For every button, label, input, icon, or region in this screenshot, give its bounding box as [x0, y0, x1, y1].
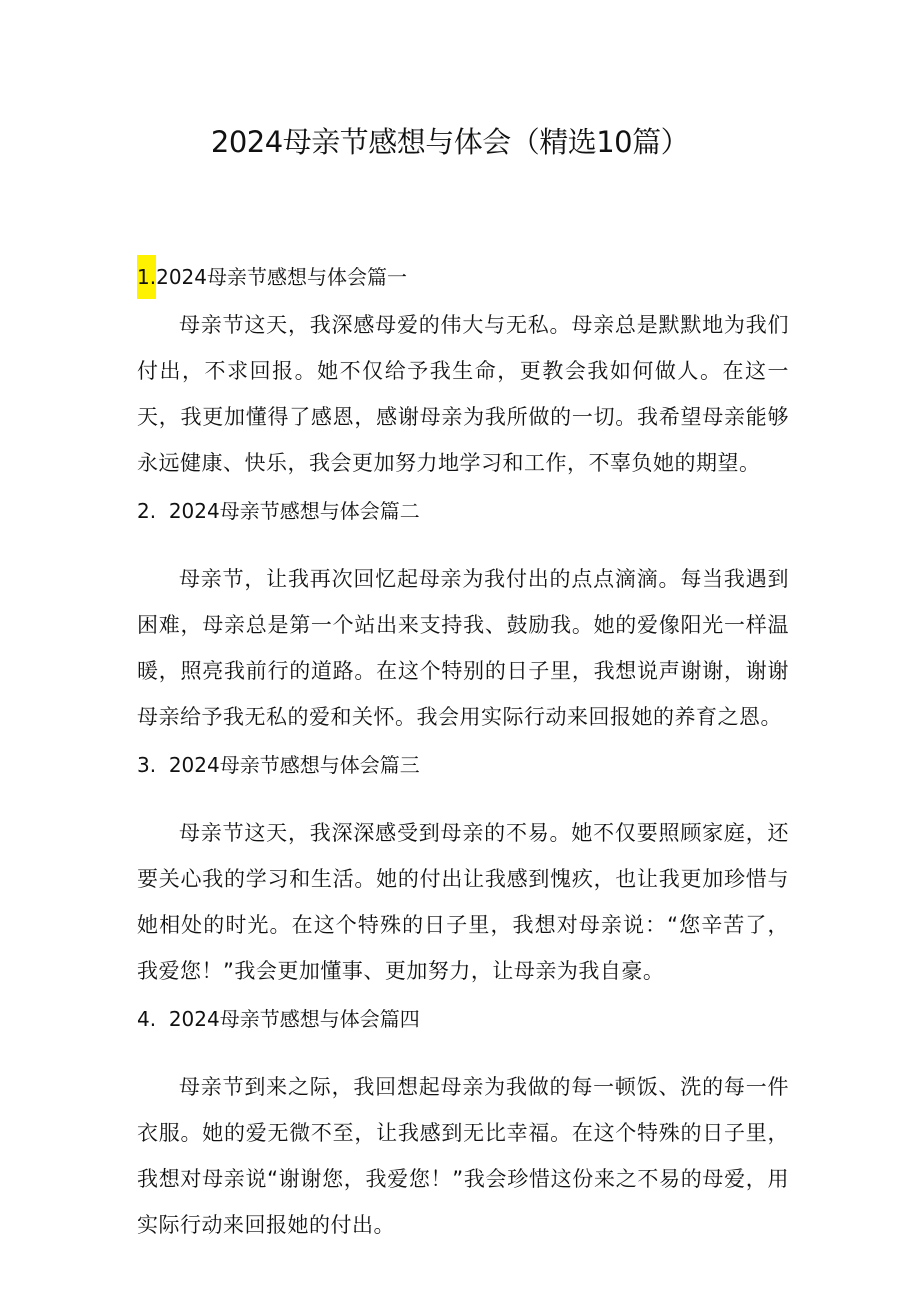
section-paragraph: 母亲节，让我再次回忆起母亲为我付出的点点滴滴。每当我遇到困难，母亲总是第一个站出来支持我、鼓励我。她的爱像阳光一样温暖，照亮我前行的道路。在这个特别的日子里，我想说声谢谢，谢谢母亲给予我无私的爱和关怀。我会用实际行动来回报她的养育之恩。: [137, 567, 789, 729]
section-paragraph: 母亲节这天，我深深感受到母亲的不易。她不仅要照顾家庭，还要关心我的学习和生活。她的付出让我感到愧疚，也让我更加珍惜与她相处的时光。在这个特殊的日子里，我想对母亲说：“您辛苦了，我爱您！”我会更加懂事、更加努力，让母亲为我自豪。: [137, 821, 789, 983]
section-heading: [137, 994, 789, 1044]
section-paragraph: 母亲节这天，我深感母爱的伟大与无私。母亲总是默默地为我们付出，不求回报。她不仅给予我生命，更教会我如何做人。在这一天，我更加懂得了感恩，感谢母亲为我所做的一切。我希望母亲能够永远健康、快乐，我会更加努力地学习和工作，不辜负她的期望。: [137, 313, 789, 475]
section-number: 2.: [137, 499, 157, 523]
section-heading-text: 2024母亲节感想与体会篇四: [168, 1007, 420, 1031]
document-body: [137, 252, 789, 1248]
section-heading-text: 2024母亲节感想与体会篇二: [168, 499, 420, 523]
section-heading: [137, 252, 789, 302]
section-heading: [137, 740, 789, 790]
section-2: [137, 486, 789, 740]
section-heading-text: 2024母亲节感想与体会篇三: [168, 753, 420, 777]
section-heading-text: 2024母亲节感想与体会篇一: [156, 265, 407, 289]
highlighted-section-number: 1.: [137, 255, 156, 299]
section-heading: [137, 486, 789, 536]
section-number: 4.: [137, 1007, 157, 1031]
section-number: 3.: [137, 753, 157, 777]
document-title: 2024母亲节感想与体会（精选10篇）: [210, 125, 690, 159]
section-4: [137, 994, 789, 1248]
section-3: [137, 740, 789, 994]
section-paragraph: 母亲节到来之际，我回想起母亲为我做的每一顿饭、洗的每一件衣服。她的爱无微不至，让我感到无比幸福。在这个特殊的日子里，我想对母亲说“谢谢您，我爱您！”我会珍惜这份来之不易的母爱，用实际行动来回报她的付出。: [137, 1075, 789, 1237]
section-1: [137, 252, 789, 486]
